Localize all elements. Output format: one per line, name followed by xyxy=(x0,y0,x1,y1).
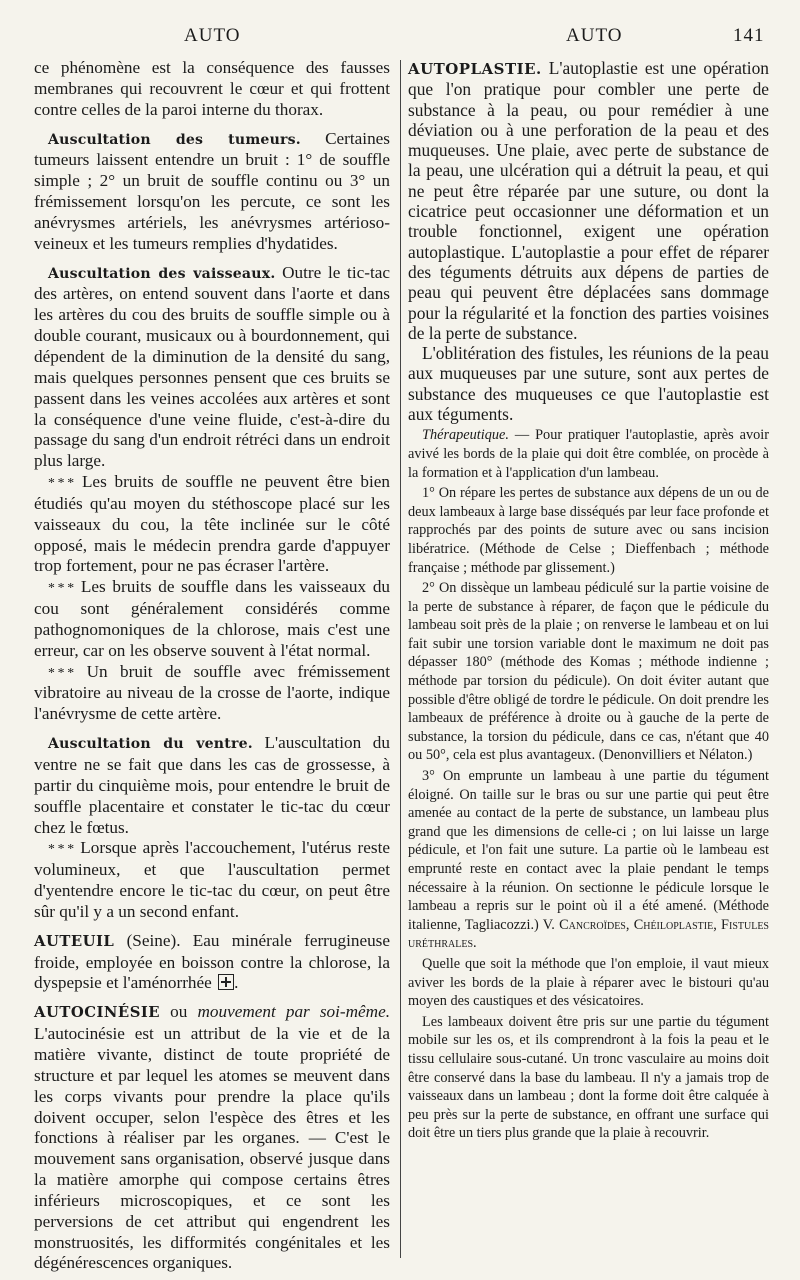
cross-references: Cancroïdes, Chéiloplastie, Fistules uréthrales. xyxy=(408,916,769,952)
entry-heading: Auscultation des tumeurs. xyxy=(48,131,301,148)
entry-tumeurs xyxy=(34,129,390,255)
entry-text: L'autocinésie est un attribut de la vie et de la matière vivante, distinct de toute propriété de structure et par lequel les atomes se meuvent dans les corps vivants pour prendre la place qu'ils doivent occuper, selon l'espèce des êtres et les fonctions à réaliser par les organes. — C'est le mouvement sans organisation, observé jusque dans la matière amorphe qui compose certains êtres inférieurs microscopiques, et ce sont les perversions de cet attribut qui engendrent les monstruosités, les difformités congénitales et les dégénérescences organiques. xyxy=(34,1024,390,1273)
paragraph-text: — Pour pratiquer l'autoplastie, après avoir avivé les bords de la plaie qui doit être comblée, on procède à la formation et à l'application d'un lambeau. xyxy=(408,427,769,481)
paragraph-text: Les bruits de souffle dans les vaisseaux du cou sont généralement considérés comme pathognomoniques de la chlorose, mais c'est une erreur, car on les observe souvent à l'état normal. xyxy=(34,577,391,660)
entry-text: Outre le tic-tac des artères, on entend souvent dans l'aorte et dans les artères du cou des bruits de souffle simple ou à double courant, musicaux ou à bourdonnement, qui dépendent de la diminution de la densité du sang, mais quelques personnes pensent que ces bruits se passent dans les veines accolées aux artères et sont la conséquence d'une veine fluide, c'est-à-dire du passage du sang d'un endroit rétréci dans un endroit plus large. xyxy=(34,262,390,471)
entry-text: L'autoplastie est une opération que l'on pratique pour combler une perte de substance à la peau, ou pour remédier à une déviation ou à une perforation de la peau et des muqueuses. Une plaie, avec perte de substance de la peau, une ulcération qui a détruit la peau, et qui ne peut être réparée par une suture, ou dont la cicatrice peut occasionner une déformation et un trouble fonctionnel, exigent une opération autoplastique. L'autoplastie a pour effet de réparer des téguments détruits aux dépens de parties de peau qui peuvent être déplacées sans dommage pour la régularité et la fonction des parties voisines de la perte de substance. xyxy=(408,58,769,343)
paragraph xyxy=(34,662,390,726)
entry-auteuil: AUTEUIL (Seine). Eau minérale ferrugineuse froide, employée en boisson contre la chlorose, la dyspepsie et l'aménorrhée . xyxy=(34,930,390,993)
paragraph xyxy=(408,767,769,953)
running-head-right: AUTO xyxy=(566,25,623,46)
entry-text: Certaines tumeurs laissent entendre un bruit : 1° de souffle simple ; 2° un bruit de souffle continu ou 3° un frémissement lorsqu'on les percute, ce sont les anévrysmes artériels, les anévrysmes artérioso-veineux et les tumeurs remplies d'hydatides. xyxy=(34,128,390,253)
entry-ventre xyxy=(34,733,390,838)
running-head-left: AUTO xyxy=(184,25,241,46)
paragraph: ce phénomène est la conséquence des fausses membranes qui recouvrent le cœur et qui frottent contre celles de la paroi interne du thorax. xyxy=(34,58,390,119)
paragraph xyxy=(34,577,390,661)
paragraph: 2° On dissèque un lambeau pédiculé sur la partie voisine de la perte de substance à réparer, de façon que le pédicule du lambeau soit près de la plaie ; on renverse le lambeau et on lui fait subir une torsion variable dont le maximum ne doit pas dépasser 180° (méthode des Komas ; méthode indienne ; méthode par torsion du pédicule). On doit éviter autant que possible d'être obligé de tordre le pédicule. On doit prendre les lambeaux de préférence à droite ou à gauche de la perte de substance, la torsion du pédicule, dans ce cas, n'étant que 40 ou 50°, cela est plus avantageux. (Denonvilliers et Nélaton.) xyxy=(408,580,769,764)
paragraph-text: Les bruits de souffle ne peuvent être bien étudiés qu'au moyen du stéthoscope placé sur les vaisseaux du cou, la tête inclinée sur le côté opposé, mais le médecin prendra garde d'appuyer trop fortement, pour ne pas écraser l'artère. xyxy=(34,472,391,576)
page-number: 141 xyxy=(733,25,765,46)
paragraph: 1° On répare les pertes de substance aux dépens de un ou de deux lambeaux à large base disséqués par leur face profonde et rapprochés par des points de suture avec ou sans incision libératrice. (Méthode de Celse ; Dieffenbach ; méthode française ; méthode par glissement.) xyxy=(408,485,769,576)
left-column xyxy=(34,58,390,1274)
asterism: * * * xyxy=(48,841,75,857)
column-divider xyxy=(400,60,401,1258)
asterism: * * * xyxy=(48,580,75,596)
entry-heading: AUTOCINÉSIE xyxy=(34,1004,161,1022)
entry-heading: AUTEUIL xyxy=(34,932,115,950)
asterism: * * * xyxy=(48,475,75,491)
paragraph xyxy=(34,838,390,922)
paragraph: Les lambeaux doivent être pris sur une partie du tégument mobile sur les os, et ils comprendront à la fois la peau et le tissu cellulaire sous-cutané. Un tronc vasculaire au moins doit être conservé dans la base du lambeau. Il n'y a jamais trop de vaisseaux dans un lambeau ; dont la forme doit être calquée à peu près sur la perte de substance, en offrant une surface qui doit être un tiers plus grande que la plaie à recouvrir. xyxy=(408,1013,769,1142)
paragraph xyxy=(34,472,390,577)
asterism: * * * xyxy=(48,664,75,680)
right-column xyxy=(408,58,769,1143)
entry-autocinesie xyxy=(34,1002,390,1274)
entry-text: (Seine). Eau minérale ferrugineuse froide, employée en boisson contre la chlorose, la dyspepsie et l'aménorrhée xyxy=(34,930,390,993)
entry-vaisseaux xyxy=(34,263,390,472)
paragraph: Quelle que soit la méthode que l'on emploie, il vaut mieux aviver les bords de la plaie à réparer avec le bistouri qu'au moyen des caustiques et des vésicatoires. xyxy=(408,955,769,1010)
paragraph-therapeutique xyxy=(408,426,769,482)
entry-heading: AUTOPLASTIE. xyxy=(408,60,542,78)
entry-autoplastie xyxy=(408,58,769,343)
entry-connector: ou xyxy=(160,1002,198,1022)
paragraph: L'oblitération des fistules, les réunions de la peau aux muqueuses par une suture, sont aux pertes de substance des muqueuses ce que l'autoplastie est aux téguments. xyxy=(408,343,769,425)
entry-heading: Auscultation des vaisseaux. xyxy=(48,265,276,282)
entry-italic: mouvement par soi-même. xyxy=(197,1002,390,1022)
paragraph-text: 3° On emprunte un lambeau à une partie du tégument éloigné. On taille sur le bras ou sur une partie qui peut être amenée au contact de la perte de substance, un lambeau plus grand que les dimensions de celle-ci ; on lui laisse un large pédicule, et l'on fait une suture. La partie où le lambeau est emprunté reste en contact avec la plaie pendant le temps nécessaire à la réunion. On sectionne le pédicule lorsque le lambeau a repris sur le point où il a été amené. (Méthode italienne, Tagliacozzi.) V. xyxy=(408,768,769,933)
cross-icon xyxy=(218,974,234,990)
section-italic: Thérapeutique. xyxy=(422,427,509,444)
entry-text: L'auscultation du ventre ne se fait que dans les cas de grossesse, à partir du cinquième mois, pour entendre le bruit de souffle placentaire et constater le tic-tac du cœur chez le fœtus. xyxy=(34,733,390,837)
entry-heading: Auscultation du ventre. xyxy=(48,736,253,753)
paragraph-text: Un bruit de souffle avec frémissement vibratoire au niveau de la crosse de l'aorte, indique l'anévrysme de cette artère. xyxy=(34,661,390,724)
paragraph-text: Lorsque après l'accouchement, l'utérus reste volumineux, et que l'auscultation permet d'yentendre encore le tic-tac du cœur, on peut être sûr qu'il y a un second enfant. xyxy=(34,838,391,921)
